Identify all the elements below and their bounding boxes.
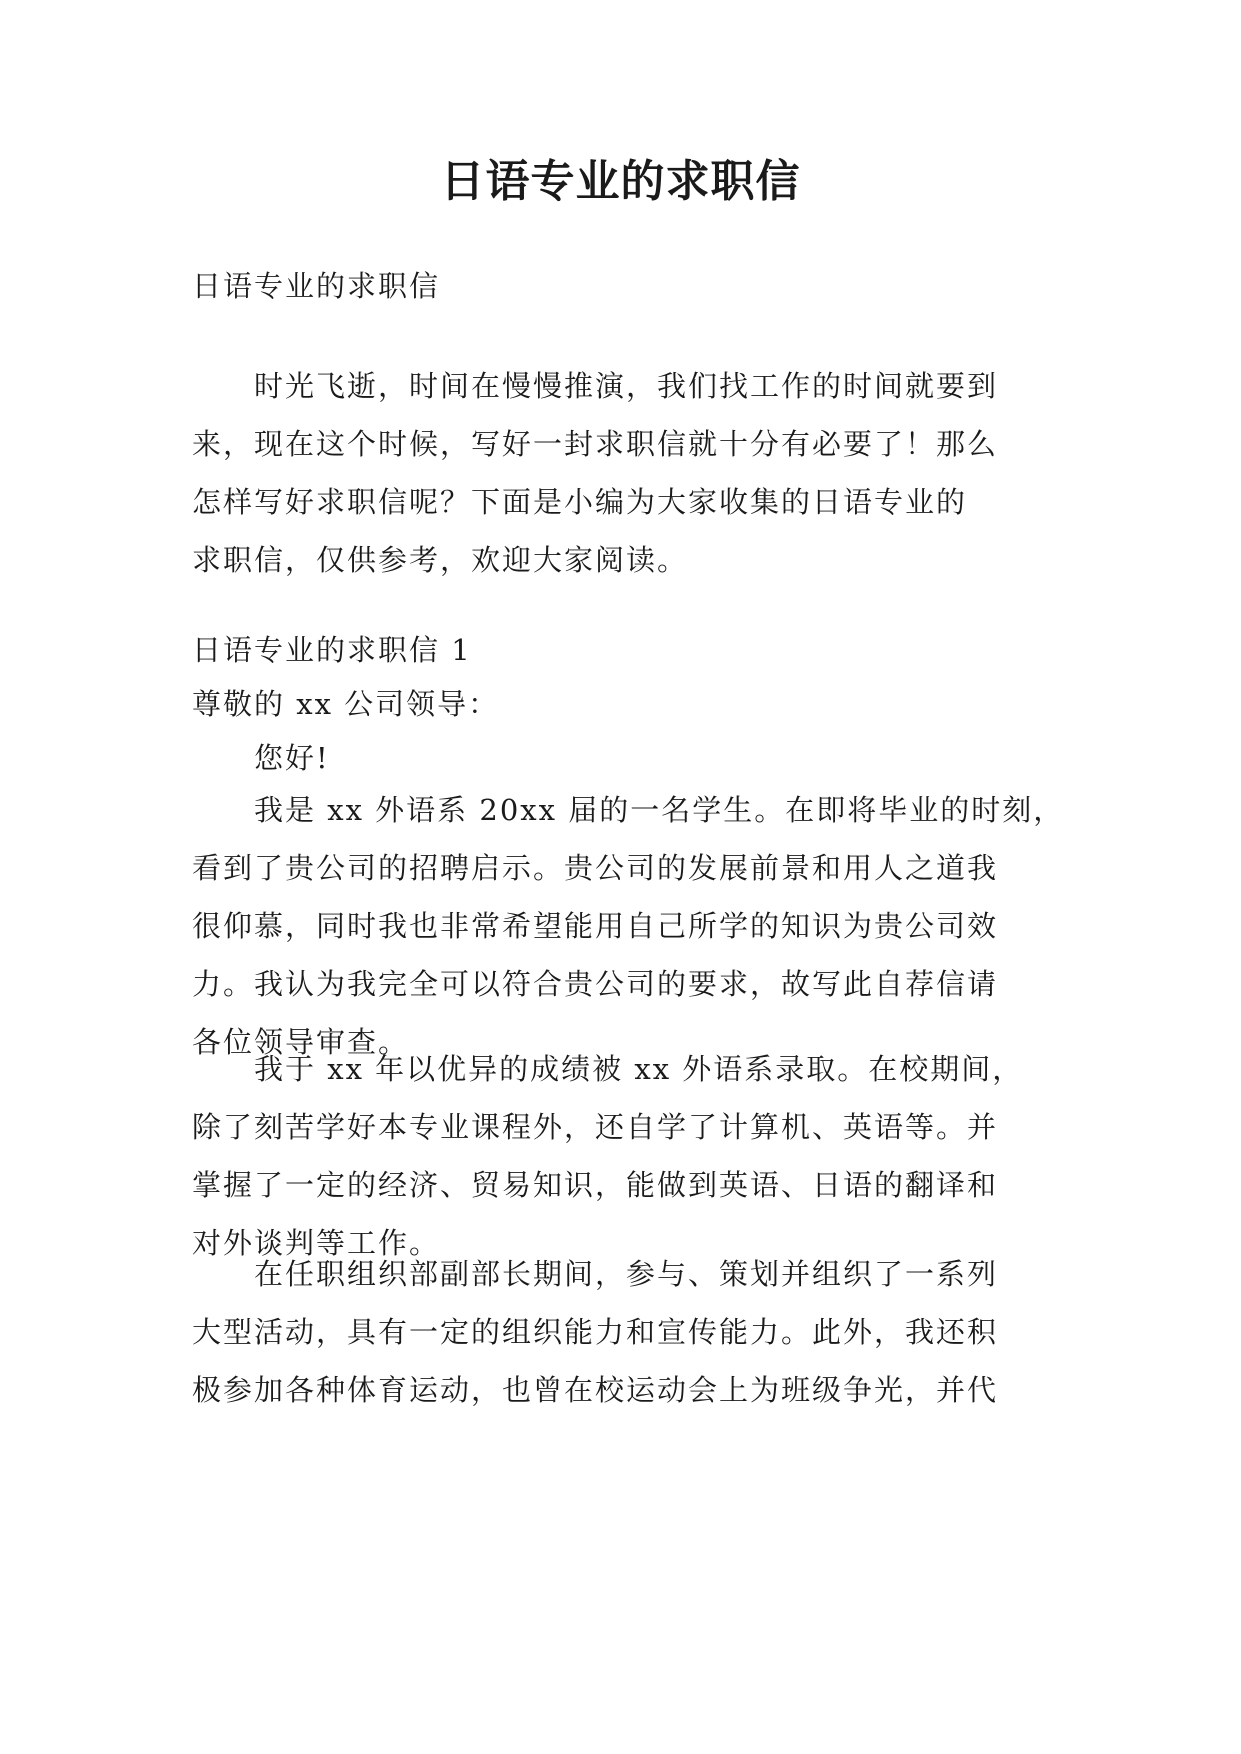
document-title: 日语专业的求职信 [440, 156, 801, 207]
letter-paragraph-3 [192, 1245, 1054, 1419]
letter-paragraph-2 [192, 1040, 1054, 1272]
intro-line: 怎样写好求职信呢？下面是小编为大家收集的日语专业的 [192, 485, 968, 519]
intro-line: 求职信，仅供参考，欢迎大家阅读。 [192, 543, 689, 577]
paragraph-line: 我于 xx 年以优异的成绩被 xx 外语系录取。在校期间， [254, 1052, 1024, 1086]
intro-line: 来，现在这个时候，写好一封求职信就十分有必要了！那么 [192, 427, 999, 461]
paragraph-line: 很仰慕，同时我也非常希望能用自己所学的知识为贵公司效 [192, 909, 999, 943]
paragraph-line: 力。我认为我完全可以符合贵公司的要求，故写此自荐信请 [192, 967, 999, 1001]
letter-paragraph-1 [192, 781, 1065, 1071]
paragraph-line: 看到了贵公司的招聘启示。贵公司的发展前景和用人之道我 [192, 851, 999, 885]
paragraph-line: 各位领导审查。 [192, 1025, 410, 1059]
paragraph-line: 掌握了一定的经济、贸易知识，能做到英语、日语的翻译和 [192, 1168, 999, 1202]
paragraph-line: 我是 xx 外语系 20xx 届的一名学生。在即将毕业的时刻， [254, 793, 1065, 827]
intro-paragraph [192, 357, 1054, 589]
paragraph-line: 除了刻苦学好本专业课程外，还自学了计算机、英语等。并 [192, 1110, 999, 1144]
paragraph-line: 对外谈判等工作。 [192, 1226, 441, 1260]
letter-heading: 日语专业的求职信 1 [192, 633, 472, 667]
paragraph-line: 大型活动，具有一定的组织能力和宣传能力。此外，我还积 [192, 1315, 999, 1349]
intro-line: 时光飞逝，时间在慢慢推演，我们找工作的时间就要到 [254, 369, 999, 403]
letter-salutation: 尊敬的 xx 公司领导： [192, 687, 500, 721]
document-subtitle: 日语专业的求职信 [192, 269, 441, 303]
letter-greeting: 您好! [254, 741, 330, 775]
paragraph-line: 在任职组织部副部长期间，参与、策划并组织了一系列 [254, 1257, 999, 1291]
paragraph-line: 极参加各种体育运动，也曾在校运动会上为班级争光，并代 [192, 1373, 999, 1407]
